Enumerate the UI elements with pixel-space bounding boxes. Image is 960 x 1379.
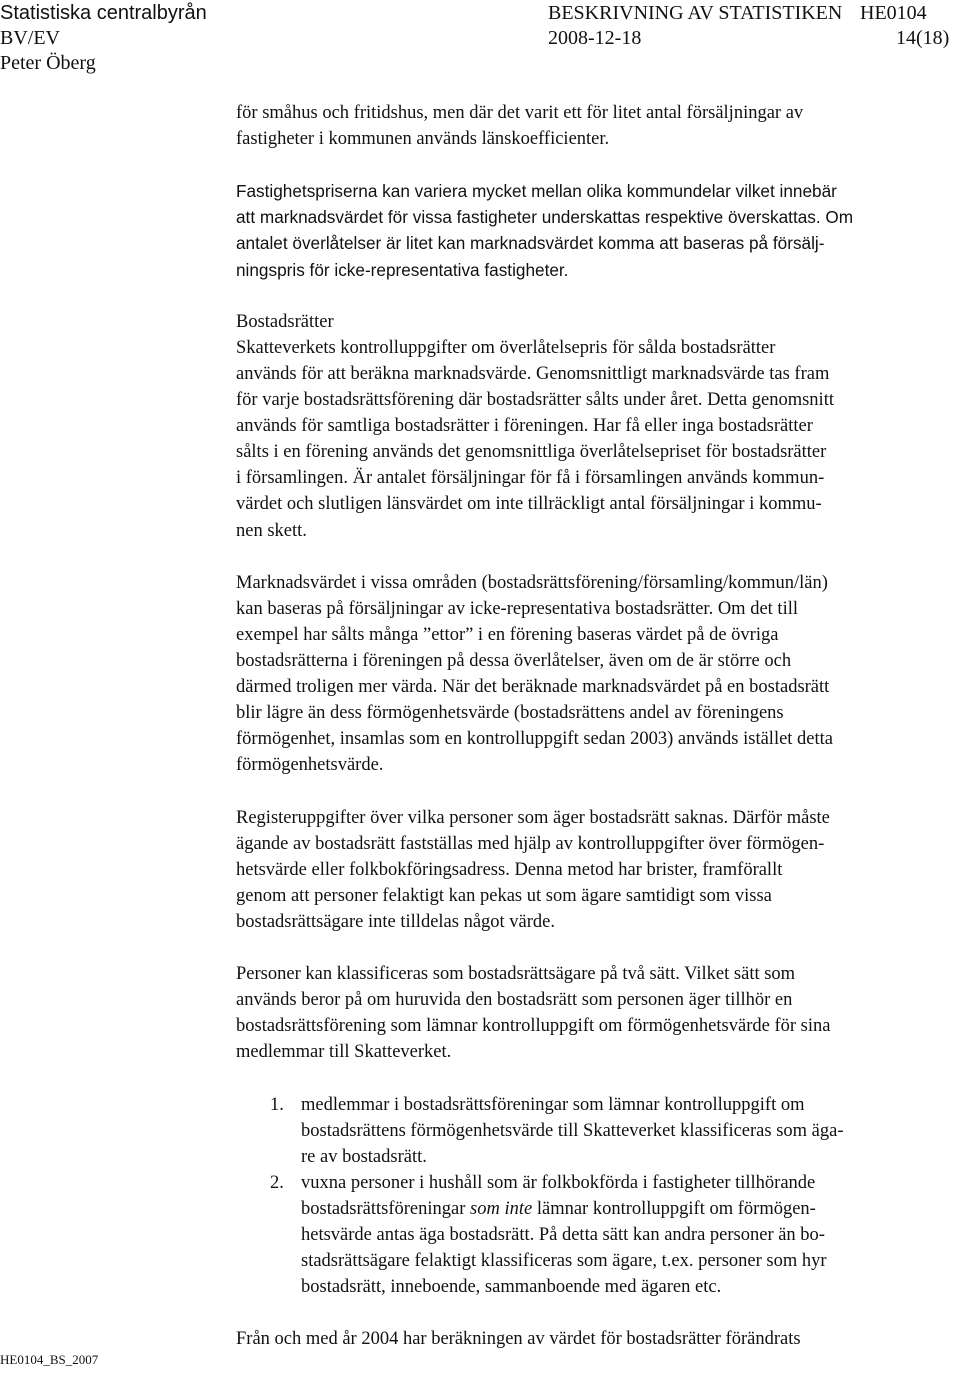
list-item-line: bostadsrättens förmögenhetsvärde till Skatteverket klassificeras som äga- [301, 1120, 844, 1141]
paragraph-3-line: används för samtliga bostadsrätter i föreningen. Har få eller inga bostadsrätter [236, 416, 813, 437]
paragraph-4-line: exempel har sålts många ”ettor” i en förening baseras värdet på de övriga [236, 624, 779, 645]
paragraph-6-line: används beror på om huruvida den bostadsrätt som personen äger tillhör en [236, 990, 793, 1011]
header-doc-type: BESKRIVNING AV STATISTIKEN [548, 2, 843, 24]
paragraph-2-line: att marknadsvärdet för vissa fastigheter underskattas respektive överskattas. Om [236, 207, 854, 228]
paragraph-3-line: värdet och slutligen länsvärdet om inte tillräckligt antal försäljningar i kommu- [236, 494, 822, 515]
paragraph-4-line: bostadsrätterna i föreningen på dessa överlåtelser, även om de är större och [236, 650, 792, 671]
paragraph-5-line: ägande av bostadsrätt fastställas med hjälp av kontrolluppgifter över förmögen- [236, 833, 825, 854]
list-item-line: stadsrättsägare felaktigt klassificeras som ägare, t.ex. personer som hyr [301, 1251, 827, 1272]
paragraph-4-line: blir lägre än dess förmögenhetsvärde (bostadsrättens andel av föreningens [236, 703, 784, 724]
paragraph-4-line: kan baseras på försäljningar av icke-representativa bostadsrätter. Om det till [236, 598, 798, 619]
paragraph-7 [236, 1326, 926, 1352]
paragraph-5-line: Registeruppgifter över vilka personer som äger bostadsrätt saknas. Därför måste [236, 807, 830, 828]
page-header [0, 0, 960, 80]
paragraph-6-line: bostadsrättsförening som lämnar kontrolluppgift om förmögenhetsvärde för sina [236, 1016, 831, 1037]
section-heading: Bostadsrätter [236, 311, 334, 332]
paragraph-3-line: för varje bostadsrättsförening där bostadsrätter sålts under året. Detta genomsnitt [236, 390, 834, 411]
paragraph-5-line: genom att personer felaktigt kan pekas ut som ägare samtidigt som vissa [236, 885, 772, 906]
paragraph-1-line: för småhus och fritidshus, men där det varit ett för litet antal försäljningar av [236, 103, 804, 123]
list-item-line: medlemmar i bostadsrättsföreningar som lämnar kontrolluppgift om [301, 1094, 805, 1115]
header-author: Peter Öberg [0, 52, 96, 74]
header-unit: BV/EV [0, 27, 60, 49]
list-item-number: 2. [270, 1172, 284, 1193]
list-item-line [301, 1196, 926, 1222]
paragraph-1-line: fastigheter i kommunen används länskoefficienter. [236, 129, 610, 150]
list-item-text: bostadsrättsföreningar [301, 1198, 471, 1219]
paragraph-4-line: förmögenhet, insamlas som en kontrolluppgift sedan 2003) används istället detta [236, 729, 834, 750]
header-date: 2008-12-18 [548, 27, 642, 49]
numbered-list [236, 1092, 926, 1301]
paragraph-4-line: förmögenhetsvärde. [236, 755, 384, 776]
paragraph-6-line: Personer kan klassificeras som bostadsrättsägare på två sätt. Vilket sätt som [236, 964, 796, 985]
list-item-line: re av bostadsrätt. [301, 1146, 427, 1167]
list-item-emphasis: som inte [470, 1198, 533, 1219]
list-item [236, 1170, 926, 1300]
paragraph-3-line: i församlingen. Är antalet försäljningar för få i församlingen används kommun- [236, 468, 825, 489]
paragraph-5-line: hetsvärde eller folkbokföringsadress. Denna metod har brister, framförallt [236, 859, 783, 880]
section-bostadsratter [236, 309, 926, 544]
paragraph-3-line: sålts i en förening används det genomsnittliga överlåtelsepriset för bostadsrätter [236, 442, 827, 463]
list-item-line: hetsvärde antas äga bostadsrätt. På detta sätt kan andra personer än bo- [301, 1225, 825, 1246]
footer-document-id: HE0104_BS_2007 [0, 1352, 99, 1367]
list-item-number: 1. [270, 1094, 284, 1115]
paragraph-2 [236, 178, 926, 282]
list-item-line: bostadsrätt, inneboende, sammanboende med ägaren etc. [301, 1277, 722, 1298]
paragraph-2-line: ningspris för icke-representativa fastigheter. [236, 259, 569, 280]
header-doc-code: HE0104 [860, 2, 927, 24]
paragraph-3-line: nen skett. [236, 520, 307, 541]
paragraph-1 [236, 100, 926, 152]
list-item [236, 1092, 926, 1170]
paragraph-4 [236, 570, 926, 779]
paragraph-2-line: Fastighetspriserna kan variera mycket mellan olika kommundelar vilket innebär [236, 181, 837, 202]
paragraph-3-line: används för att beräkna marknadsvärde. Genomsnittligt marknadsvärde tas fram [236, 363, 830, 384]
paragraph-5-line: bostadsrättsägare inte tilldelas något värde. [236, 911, 556, 932]
paragraph-6-line: medlemmar till Skatteverket. [236, 1042, 452, 1063]
header-page-number: 14(18) [896, 27, 950, 49]
list-item-line: vuxna personer i hushåll som är folkbokförda i fastigheter tillhörande [301, 1172, 816, 1193]
document-body [236, 100, 926, 1379]
paragraph-4-line: därmed troligen mer värda. När det beräknade marknadsvärdet på en bostadsrätt [236, 677, 830, 698]
paragraph-4-line: Marknadsvärdet i vissa områden (bostadsrättsförening/församling/kommun/län) [236, 572, 828, 593]
paragraph-7-line: Från och med år 2004 har beräkningen av värdet för bostadsrätter förändrats [236, 1329, 801, 1350]
paragraph-6 [236, 961, 926, 1065]
paragraph-2-line: antalet överlåtelser är litet kan marknadsvärdet komma att baseras på försälj- [236, 233, 825, 254]
list-item-text: lämnar kontrolluppgift om förmögen- [532, 1198, 816, 1219]
paragraph-5 [236, 805, 926, 935]
paragraph-3-line: Skatteverkets kontrolluppgifter om överlåtelsepris för sålda bostadsrätter [236, 337, 776, 358]
header-org: Statistiska centralbyrån [0, 2, 207, 24]
